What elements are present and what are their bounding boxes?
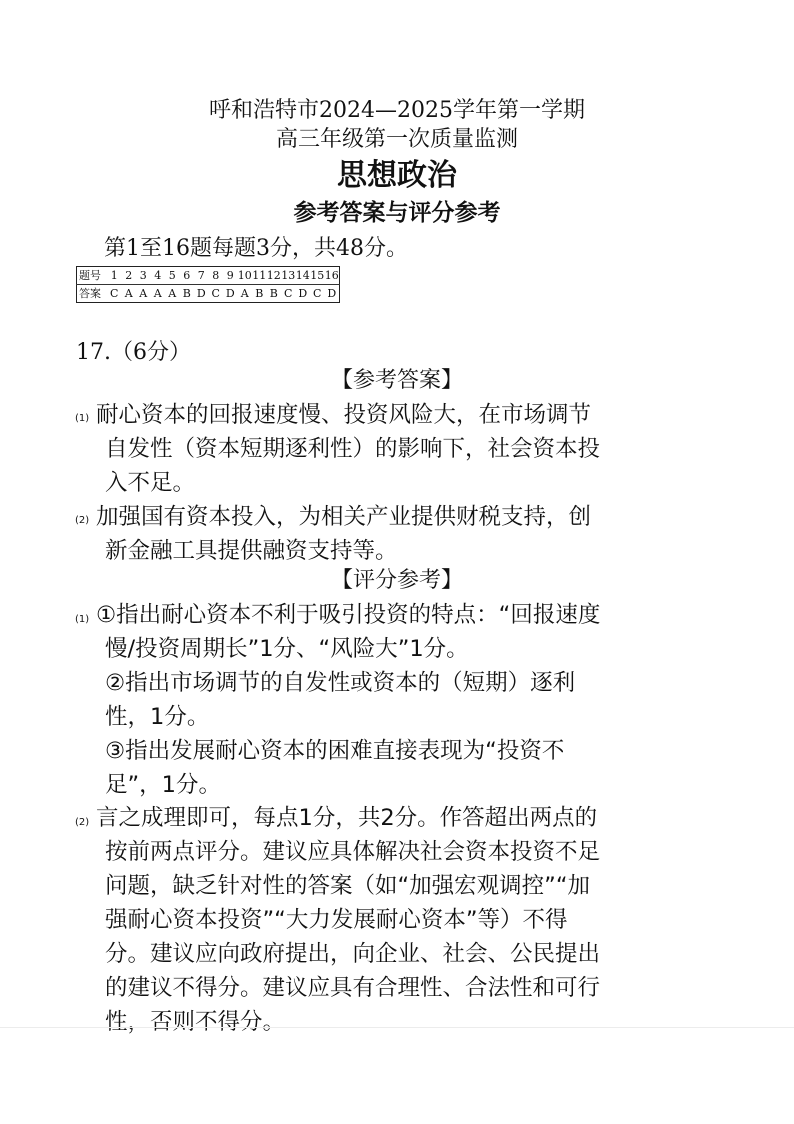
answer-letter: A [240, 287, 249, 300]
exam-region-term: 呼和浩特市2024—2025学年第一学期 [209, 98, 585, 123]
row-label: 答案 [79, 287, 101, 300]
scoring-reference-heading: 【评分参考】 [330, 568, 463, 593]
answer-letter: B [269, 287, 278, 300]
score-2-marker: (2) [75, 817, 90, 828]
answer-2-text [96, 500, 724, 568]
answer-row [77, 285, 340, 303]
score-2-text [96, 801, 724, 1039]
reference-answer-heading: 【参考答案】 [330, 368, 463, 393]
text-line: 问题，缺乏针对性的答案（如“加强宏观调控”“加 [105, 873, 590, 899]
mc-scoring-rule: 第1至16题每题3分，共48分。 [104, 236, 408, 261]
document-subtitle: 参考答案与评分参考 [293, 200, 501, 226]
question-number: 11 [252, 267, 267, 285]
answer-2-marker: (2) [75, 515, 90, 526]
text-line: 言之成理即可，每点1分，共2分。作答超出两点的 [96, 805, 598, 831]
answer-letter: B [182, 287, 191, 300]
text-line: 的建议不得分。建议应具有合理性、合法性和可行 [105, 975, 601, 1001]
answer-table [76, 266, 340, 303]
text-line: 性，否则不得分。 [105, 1009, 286, 1035]
question-number: 12 [267, 267, 282, 285]
question-number: 8 [209, 267, 224, 285]
score-1-marker: (1) [75, 614, 90, 625]
text-line: 新金融工具提供融资支持等。 [105, 538, 398, 564]
text-line: 慢/投资周期长”1分、“风险大”1分。 [105, 636, 469, 662]
answer-letter: C [211, 287, 220, 300]
text-line: 入不足。 [105, 470, 196, 496]
answer-1-text [96, 398, 724, 500]
text-line: 足”，1分。 [105, 772, 221, 798]
question-number: 7 [194, 267, 209, 285]
answer-letter: A [139, 287, 148, 300]
text-line: 耐心资本的回报速度慢、投资风险大，在市场调节 [96, 402, 592, 428]
question-number: 5 [165, 267, 180, 285]
answer-letter: D [298, 287, 308, 300]
question-number: 13 [281, 267, 296, 285]
question-number: 10 [238, 267, 253, 285]
page-bottom-divider [0, 1027, 794, 1028]
text-line: ③指出发展耐心资本的困难直接表现为“投资不 [105, 738, 565, 764]
text-line: 分。建议应向政府提出，向企业、社会、公民提出 [105, 941, 601, 967]
answer-letter: D [225, 287, 235, 300]
question-number: 4 [151, 267, 166, 285]
subject-title: 思想政治 [337, 158, 457, 193]
answer-letter: D [327, 287, 337, 300]
answer-letter: A [153, 287, 162, 300]
exam-title: 高三年级第一次质量监测 [275, 127, 518, 152]
question-number: 16 [325, 267, 340, 285]
answer-letter: B [255, 287, 264, 300]
text-line: ①指出耐心资本不利于吸引投资的特点：“回报速度 [96, 602, 601, 628]
question-number: 1 [107, 267, 122, 285]
question-number: 2 [122, 267, 137, 285]
answer-letter: A [168, 287, 177, 300]
answer-letter: C [313, 287, 322, 300]
question-number: 9 [223, 267, 238, 285]
text-line: 强耐心资本投资”“大力发展耐心资本”等）不得 [105, 907, 568, 933]
answer-letter: C [110, 287, 119, 300]
question-number: 3 [136, 267, 151, 285]
score-1-text [96, 598, 724, 802]
answer-letter: A [124, 287, 133, 300]
question-17-number: 17.（6分） [76, 340, 191, 365]
question-number: 6 [180, 267, 195, 285]
text-line: 自发性（资本短期逐利性）的影响下，社会资本投 [105, 436, 601, 462]
text-line: ②指出市场调节的自发性或资本的（短期）逐利 [105, 670, 576, 696]
row-label: 题号 [77, 267, 108, 285]
question-number: 15 [310, 267, 325, 285]
answer-1-marker: (1) [75, 413, 90, 424]
answer-letter: D [196, 287, 206, 300]
answer-letter: C [284, 287, 293, 300]
text-line: 性，1分。 [105, 704, 210, 730]
text-line: 按前两点评分。建议应具体解决社会资本投资不足 [105, 839, 601, 865]
question-number-row [77, 267, 340, 285]
question-number: 14 [296, 267, 311, 285]
text-line: 加强国有资本投入，为相关产业提供财税支持，创 [96, 504, 592, 530]
